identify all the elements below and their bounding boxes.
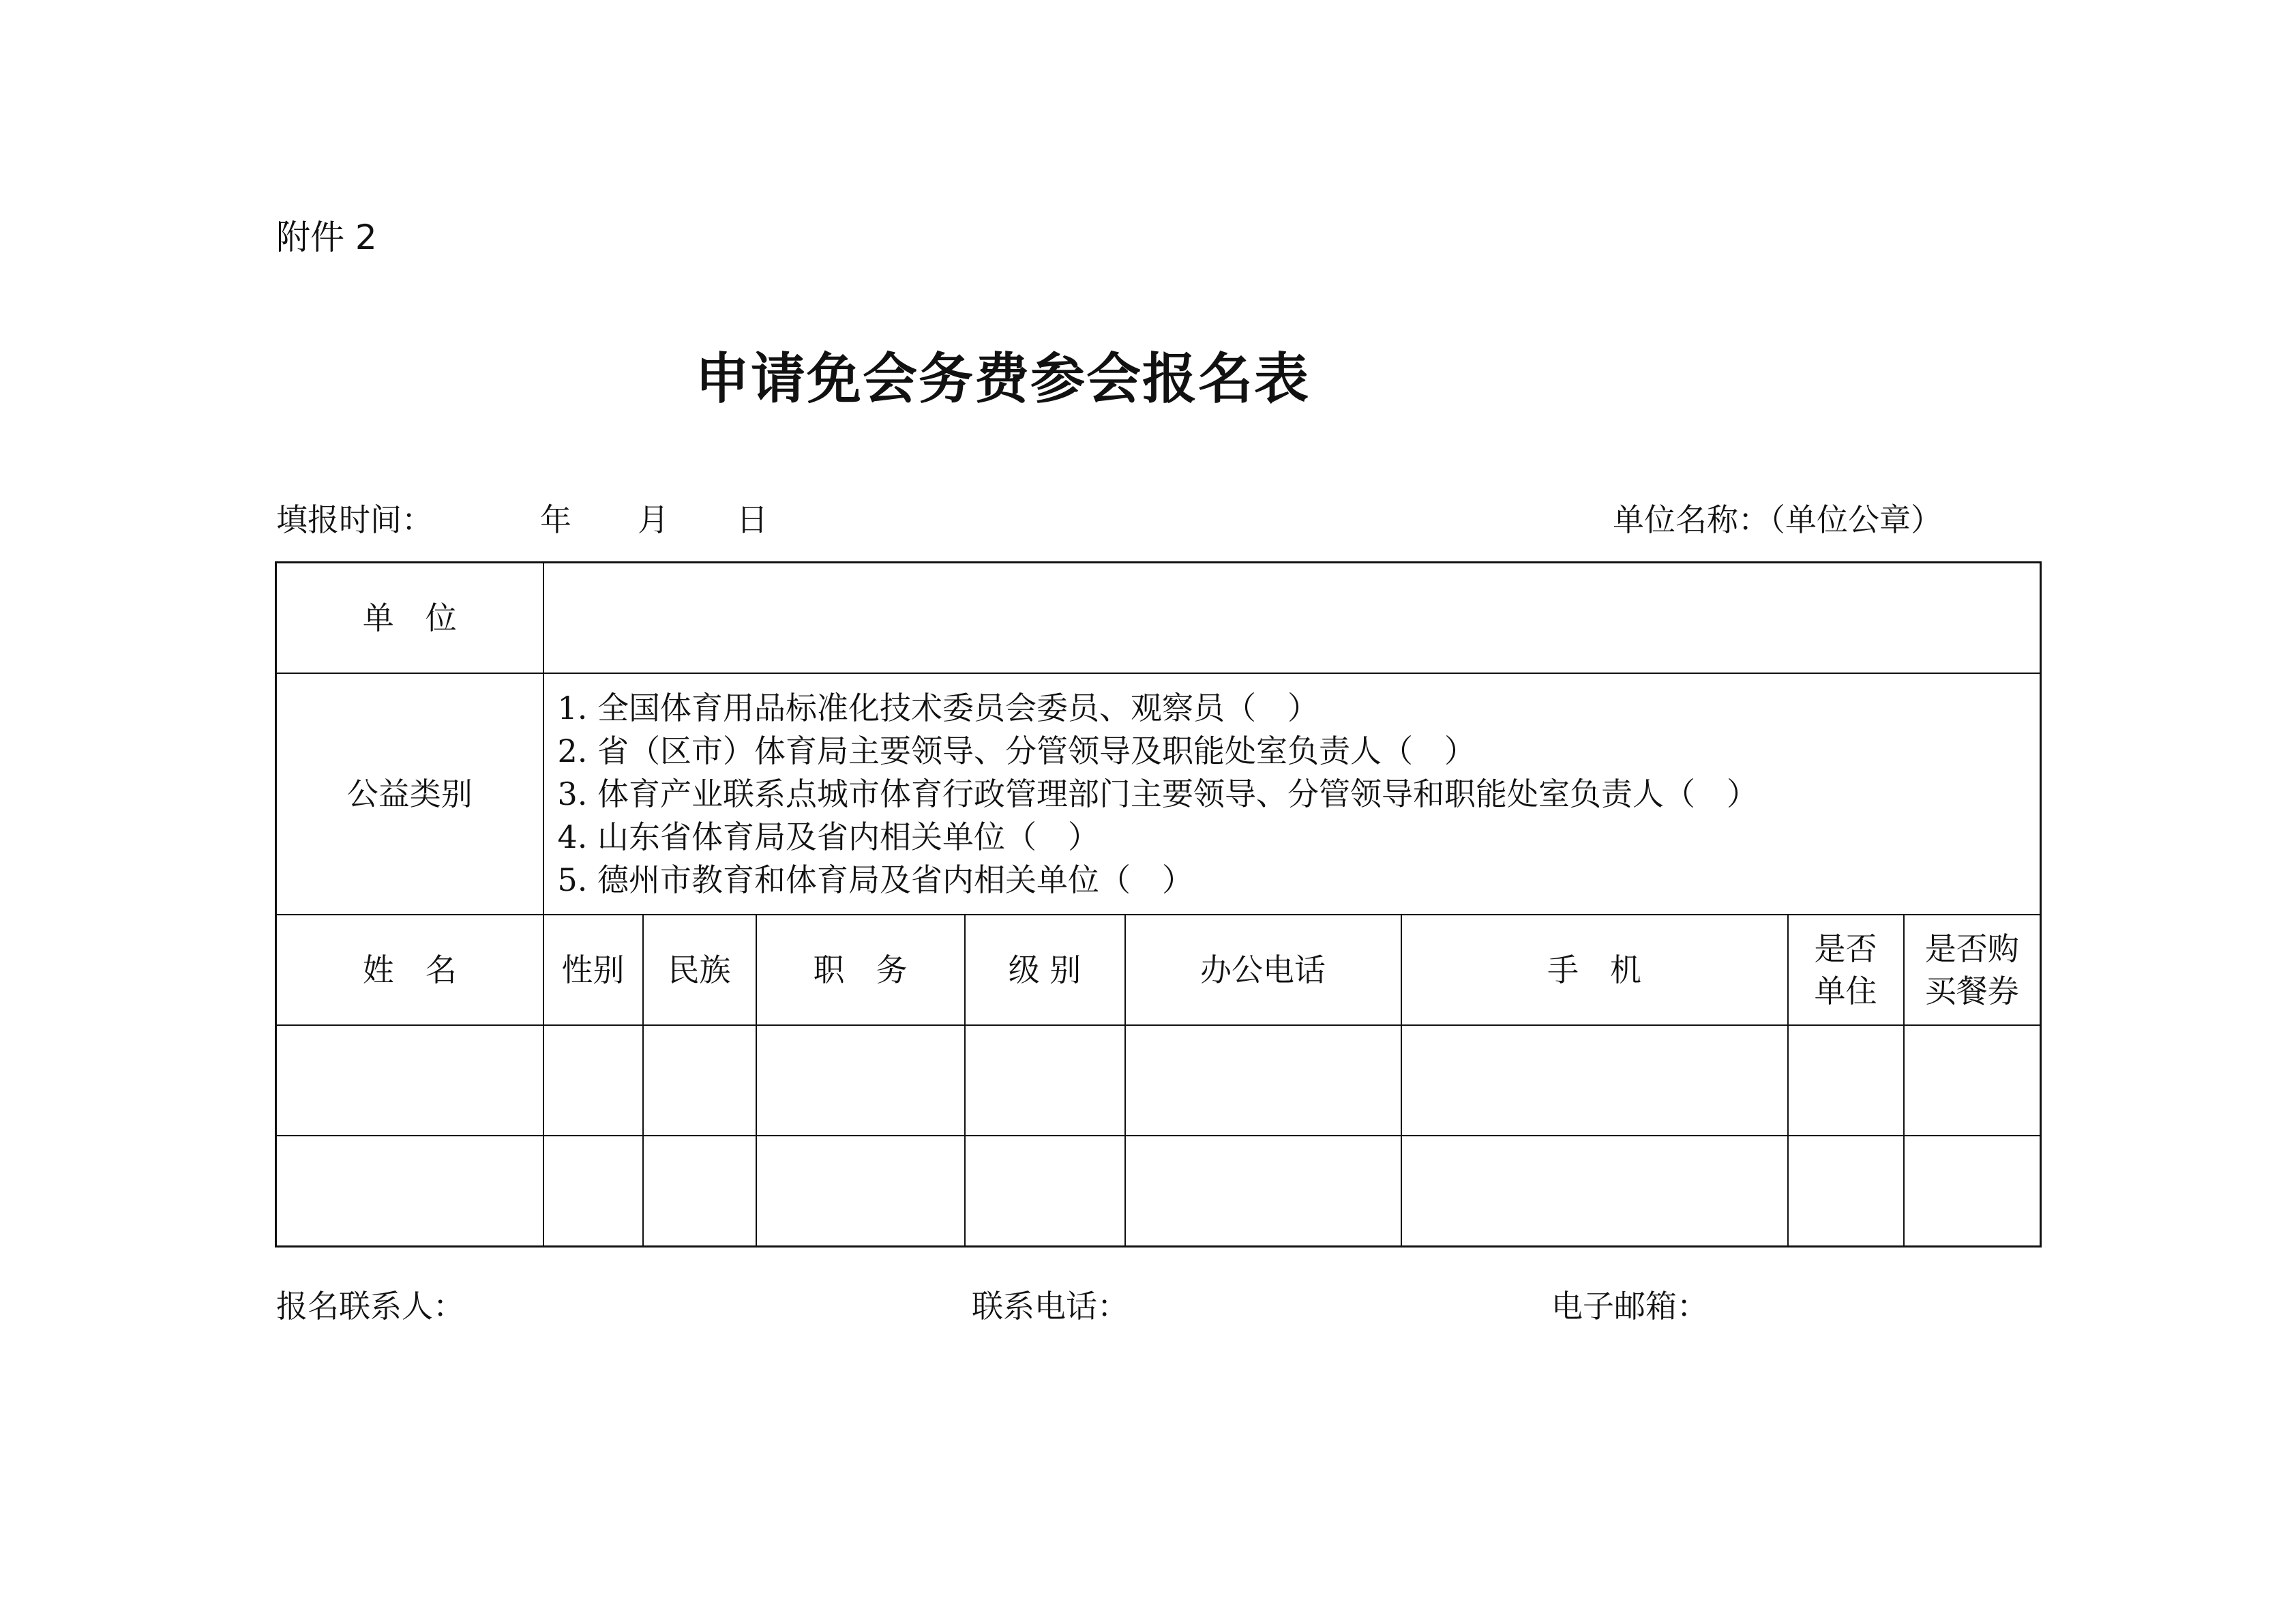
header-gender: 性别 [543,915,643,1025]
level-input-cell[interactable] [965,1025,1125,1136]
single-room-input-cell[interactable] [1788,1025,1904,1136]
gender-input-cell[interactable] [543,1025,643,1136]
email-label: 电子邮箱： [1551,1288,1708,1325]
header-ethnicity: 民族 [643,915,756,1025]
header-meal-ticket-line2: 买餐券 [1924,973,2019,1009]
category-item-2[interactable]: 2. 省（区市）体育局主要领导、分管领导及职能处室负责人（ ） [557,732,1476,769]
level-input-cell[interactable] [965,1136,1125,1247]
header-single-room-line2: 单住 [1814,973,1877,1009]
attachment-label: 附件 2 [276,218,377,257]
category-item-4[interactable]: 4. 山东省体育局及省内相关单位（ ） [557,818,1100,855]
mobile-input-cell[interactable] [1401,1136,1788,1247]
contact-phone-label: 联系电话： [972,1288,1129,1325]
office-phone-input-cell[interactable] [1125,1025,1401,1136]
ethnicity-input-cell[interactable] [643,1025,756,1136]
header-meal-ticket-line1: 是否购 [1924,930,2019,967]
unit-input-cell[interactable] [543,563,2041,674]
single-room-input-cell[interactable] [1788,1136,1904,1247]
header-position: 职 务 [756,915,965,1025]
table-row [276,1136,2041,1247]
month-label: 月 [638,501,669,538]
category-item-5[interactable]: 5. 德州市教育和体育局及省内相关单位（ ） [557,861,1194,898]
header-office-phone: 办公电话 [1125,915,1401,1025]
unit-name-label: 单位名称：（单位公章） [1613,501,1942,538]
unit-row [276,563,2041,674]
header-name: 姓 名 [276,915,543,1025]
category-list-cell [543,673,2041,915]
header-level: 级 别 [965,915,1125,1025]
header-single-room [1788,915,1904,1025]
unit-label-cell: 单 位 [276,563,543,674]
position-input-cell[interactable] [756,1025,965,1136]
contact-person-label: 报名联系人： [276,1288,464,1325]
registration-table [275,561,2042,1247]
category-item-3[interactable]: 3. 体育产业联系点城市体育行政管理部门主要领导、分管领导和职能处室负责人（ ） [557,775,1759,812]
header-meal-ticket [1904,915,2041,1025]
position-input-cell[interactable] [756,1136,965,1247]
office-phone-input-cell[interactable] [1125,1136,1401,1247]
gender-input-cell[interactable] [543,1136,643,1247]
category-item-1[interactable]: 1. 全国体育用品标准化技术委员会委员、观察员（ ） [557,689,1320,726]
header-single-room-line1: 是否 [1814,930,1877,967]
header-mobile: 手 机 [1401,915,1788,1025]
ethnicity-input-cell[interactable] [643,1136,756,1247]
mobile-input-cell[interactable] [1401,1025,1788,1136]
day-label: 日 [736,501,768,538]
name-input-cell[interactable] [276,1136,543,1247]
table-row [276,1025,2041,1136]
category-label-cell: 公益类别 [276,673,543,915]
year-label: 年 [540,501,571,538]
fill-date-label: 填报时间： [276,501,433,538]
category-row [276,673,2041,915]
header-row [276,915,2041,1025]
meal-ticket-input-cell[interactable] [1904,1025,2041,1136]
meal-ticket-input-cell[interactable] [1904,1136,2041,1247]
name-input-cell[interactable] [276,1025,543,1136]
form-title: 申请免会务费参会报名表 [695,346,1310,411]
